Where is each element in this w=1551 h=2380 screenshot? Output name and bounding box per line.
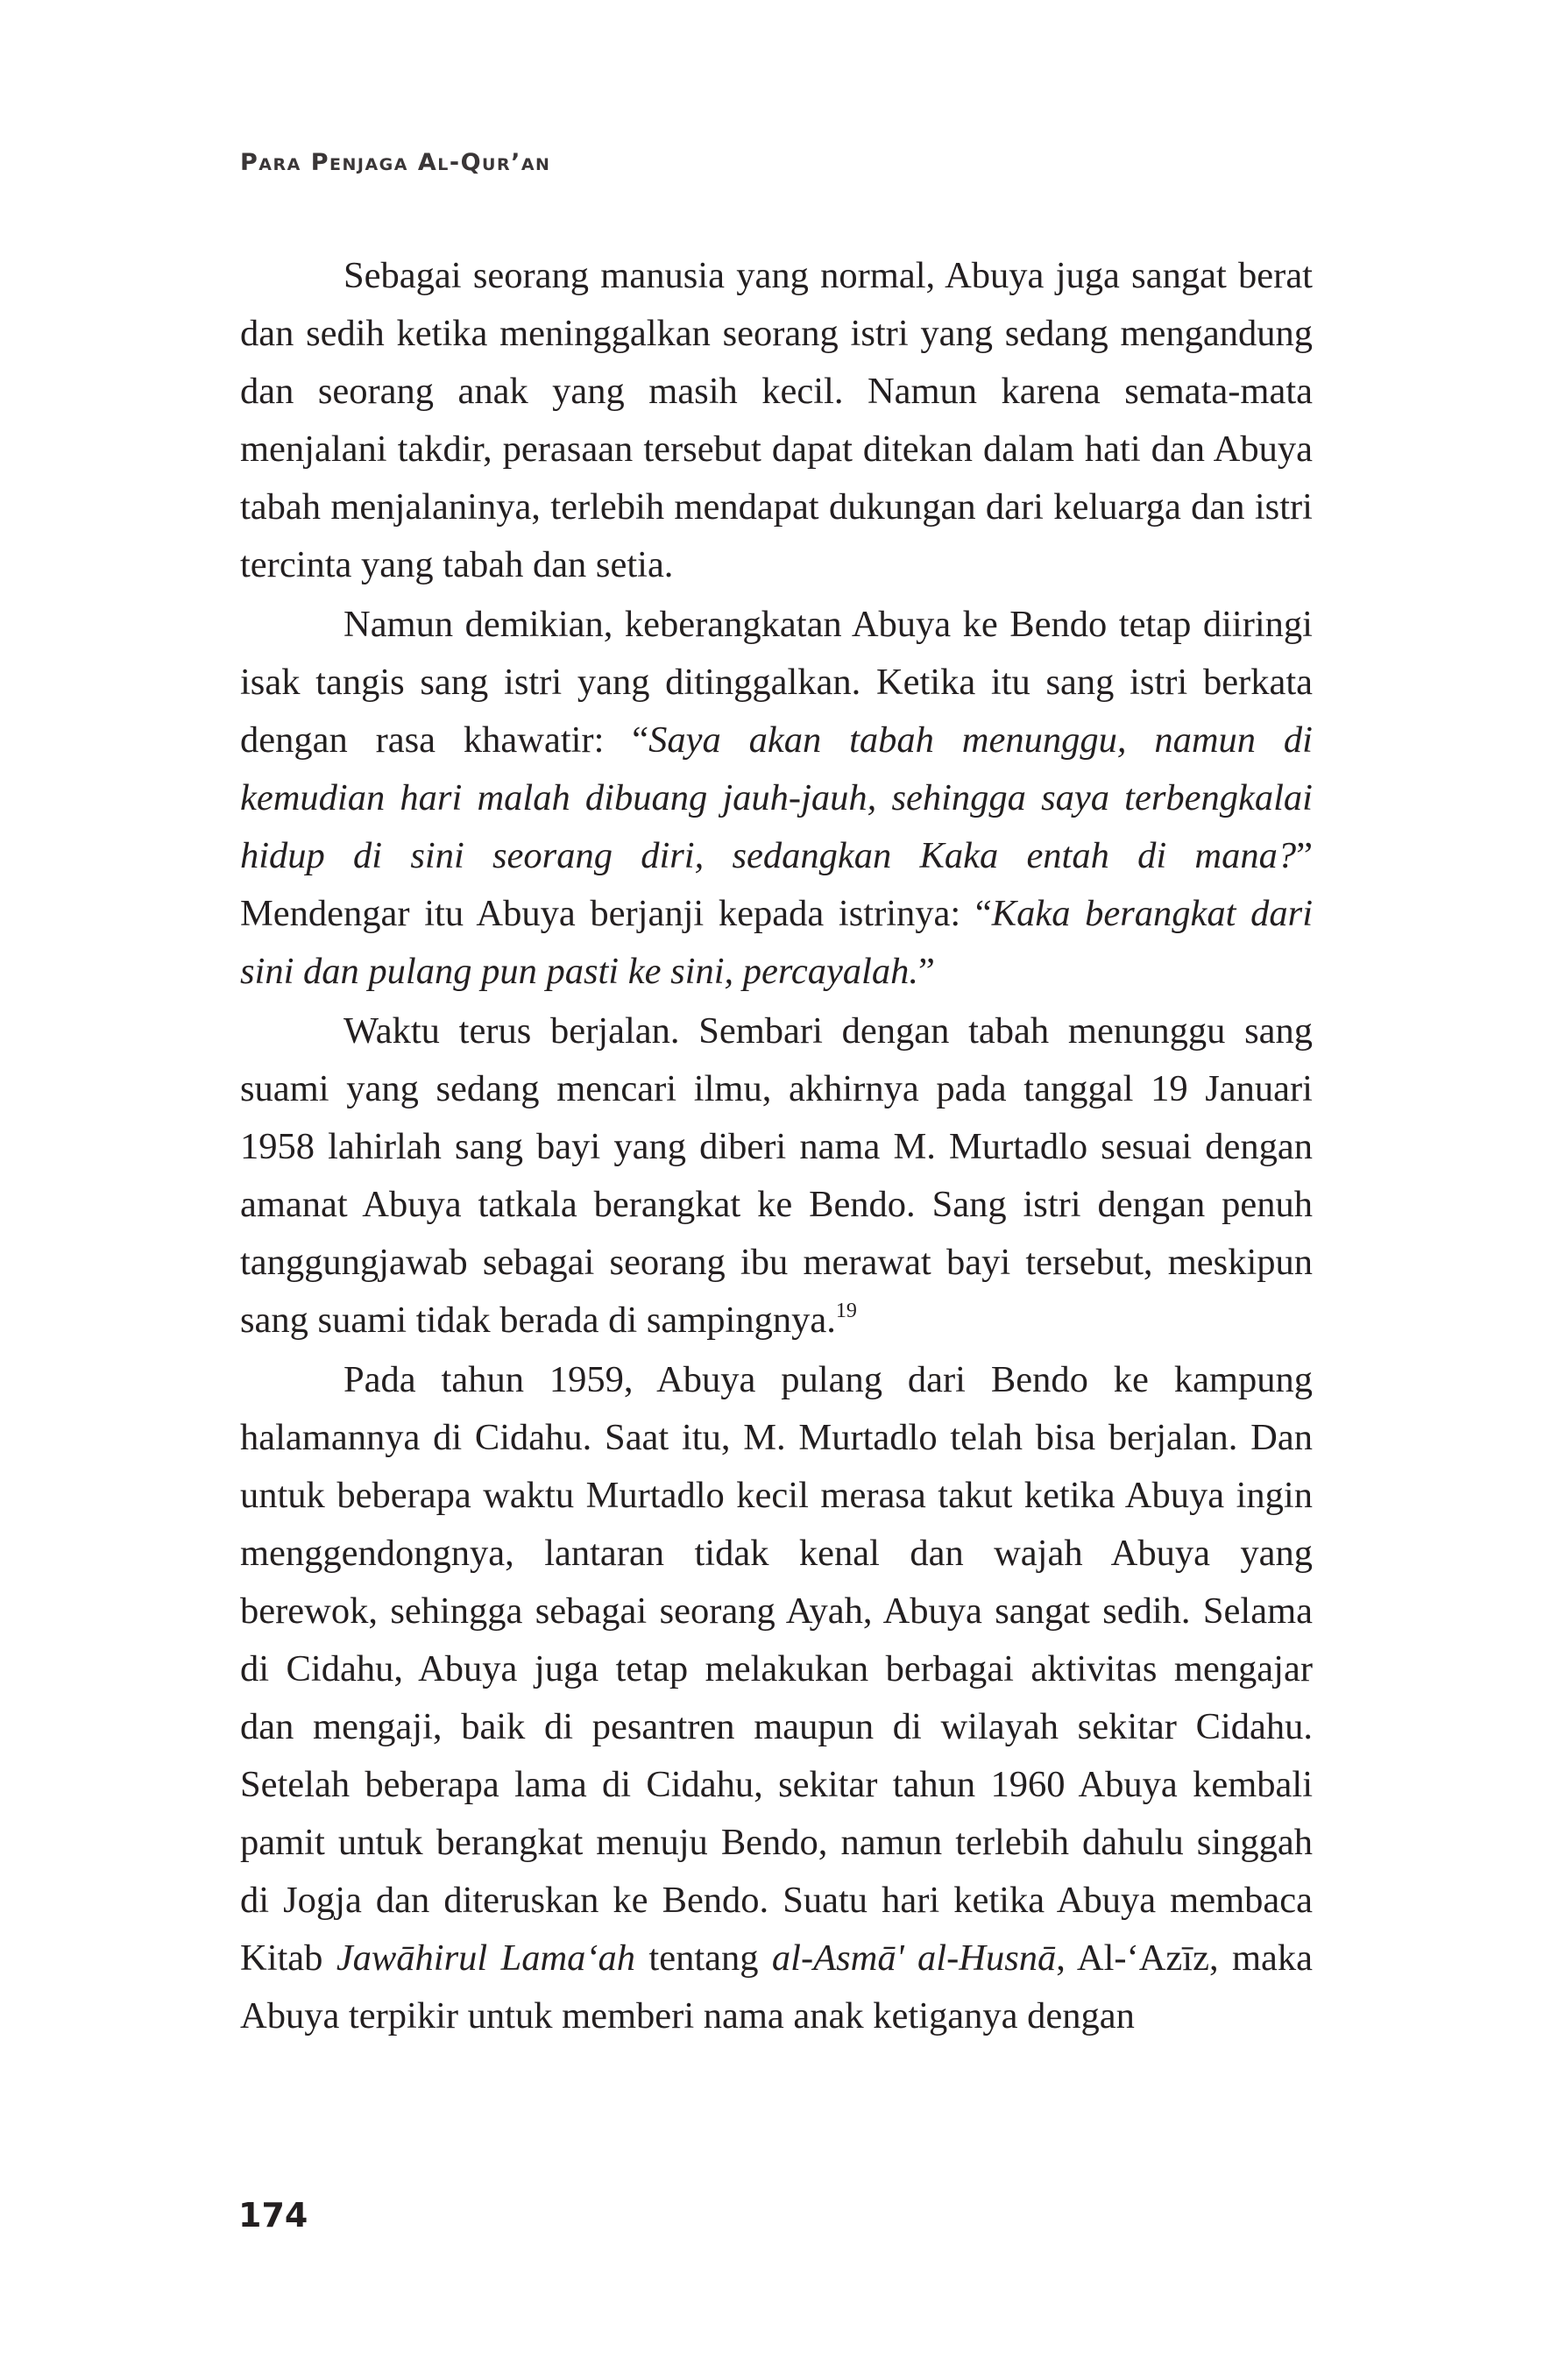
paragraph-text: ” Mendengar itu Abuya berjanji kepada istrinya: “ xyxy=(240,835,1313,934)
main-text xyxy=(240,247,1313,2045)
paragraph xyxy=(240,596,1313,1001)
book-title-italic: Jawāhirul Lama‘ah xyxy=(336,1937,636,1979)
paragraph-text: Pada tahun 1959, Abuya pulang dari Bendo ke kampung halamannya di Cidahu. Saat itu, M. Murtadlo telah bisa berjalan. Dan untuk beberapa waktu Murtadlo kecil merasa takut ketika Abuya ingin menggendongnya, lantaran tidak kenal dan wajah Abuya yang berewok, sehingga sebagai seorang Ayah, Abuya sangat sedih. Selama di Cidahu, Abuya juga tetap melakukan berbagai aktivitas mengajar dan mengaji, baik di pesantren maupun di wilayah sekitar Cidahu. Setelah beberapa lama di Cidahu, sekitar tahun 1960 Abuya kembali pamit untuk berangkat menuju Bendo, namun terlebih dahulu singgah di Jogja dan diteruskan ke Bendo. Suatu hari ketika Abuya membaca Kitab xyxy=(240,1359,1313,1979)
page-number: 174 xyxy=(238,2196,308,2235)
term-italic: al-Asmā' al-Husnā xyxy=(771,1937,1057,1979)
paragraph: Sebagai seorang manusia yang normal, Abuya juga sangat berat dan sedih ketika meninggalkan seorang istri yang sedang mengandung dan seorang anak yang masih kecil. Namun karena semata-mata menjalani takdir, perasaan tersebut dapat ditekan dalam hati dan Abuya tabah menjalaninya, terlebih mendapat dukungan dari keluarga dan istri tercinta yang tabah dan setia. xyxy=(240,255,1313,585)
paragraph-text: tentang xyxy=(635,1937,772,1979)
quote-italic: Kaka berangkat dari sini dan pulang pun pasti ke sini, percayalah. xyxy=(240,893,1313,992)
running-header: Para Penjaga Al-Qur’an xyxy=(240,149,551,176)
paragraph xyxy=(240,1351,1313,2045)
paragraph-text: , Al-‘Azīz, maka Abuya terpikir untuk memberi nama anak ketiganya dengan xyxy=(240,1937,1313,2036)
paragraph-text: ” xyxy=(918,951,935,992)
paragraph-text: Namun demikian, keberangkatan Abuya ke Bendo tetap diiringi isak tangis sang istri yang ditinggalkan. Ketika itu sang istri berkata dengan rasa khawatir: “ xyxy=(240,604,1313,761)
paragraph-text: Waktu terus berjalan. Sembari dengan tabah menunggu sang suami yang sedang mencari ilmu, akhirnya pada tanggal 19 Januari 1958 lahirlah sang bayi yang diberi nama M. Murtadlo sesuai dengan amanat Abuya tatkala berangkat ke Bendo. Sang istri dengan penuh tanggungjawab sebagai seorang ibu merawat bayi tersebut, meskipun sang suami tidak berada di sampingnya. xyxy=(240,1010,1313,1341)
quote-italic: Saya akan tabah menunggu, namun di kemudian hari malah dibuang jauh-jauh, sehingga saya terbengkalai hidup di sini seorang diri, sedangkan Kaka entah di mana? xyxy=(240,719,1313,876)
paragraph xyxy=(240,1002,1313,1349)
footnote-reference[interactable]: 19 xyxy=(835,1300,857,1322)
